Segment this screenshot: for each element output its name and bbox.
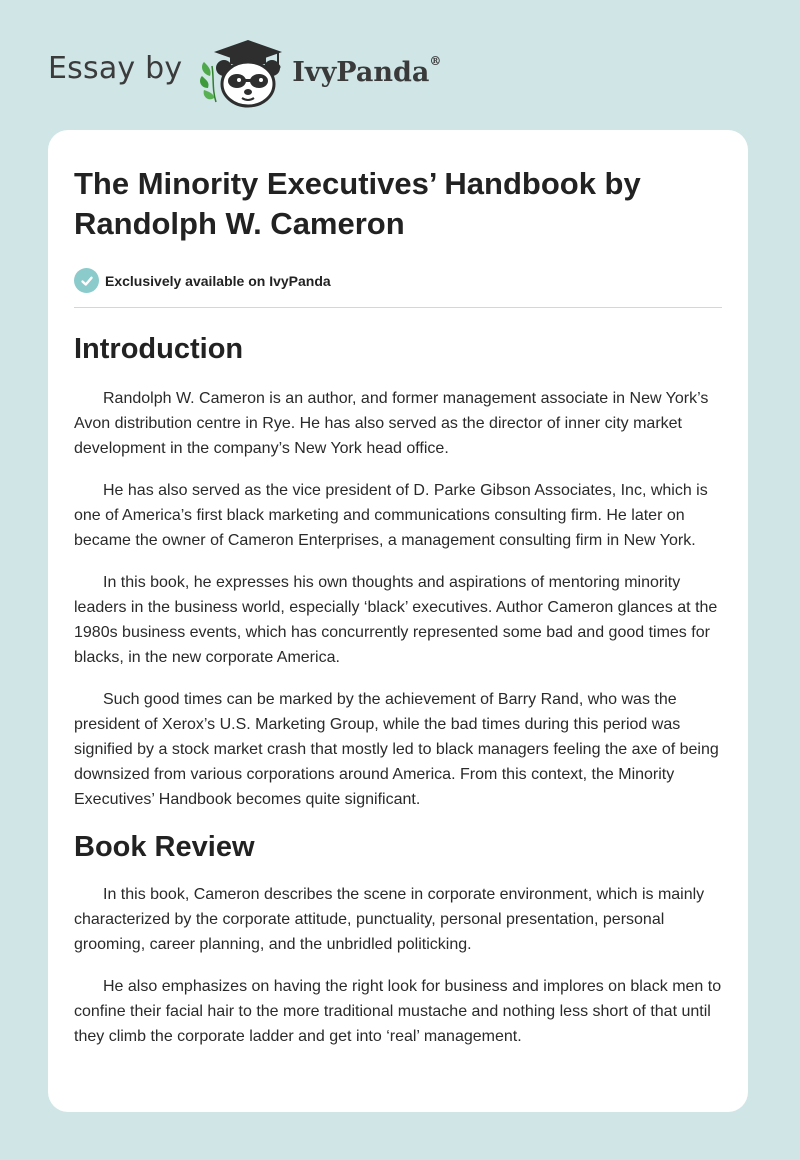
exclusive-badge-label: Exclusively available on IvyPanda: [105, 272, 331, 289]
exclusive-badge: [74, 268, 722, 293]
paragraph: Randolph W. Cameron is an author, and former management associate in New York’s Avon distribution centre in Rye. He has also served as the director of inner city market development in the company’s New York head office.: [74, 390, 709, 457]
paragraph: He has also served as the vice president of D. Parke Gibson Associates, Inc, which is one of America’s first black marketing and communications consulting firm. He later on became the owner of Cameron Enterprises, a management consulting firm in New York.: [74, 482, 708, 549]
trademark-symbol: ®: [429, 53, 442, 68]
paragraph: In this book, he expresses his own thoughts and aspirations of mentoring minority leaders in the business world, especially ‘black’ executives. Author Cameron glances at the 1980s business events, which has concurrently represented some bad and good times for blacks, in the new corporate America.: [74, 574, 718, 666]
section-heading-introduction: Introduction: [74, 333, 244, 365]
divider: [74, 307, 722, 308]
site-header: [48, 36, 441, 108]
ivypanda-logo-icon[interactable]: [196, 36, 288, 108]
check-icon: [74, 268, 99, 293]
essay-by-label: Essay by: [48, 50, 183, 86]
brand-name[interactable]: IvyPanda®: [292, 53, 442, 88]
section-heading-book-review: Book Review: [74, 831, 255, 863]
paragraph: In this book, Cameron describes the scene in corporate environment, which is mainly characterized by the corporate attitude, punctuality, personal presentation, personal grooming, career planning, and the unbridled politicking.: [74, 886, 705, 953]
paragraph: He also emphasizes on having the right look for business and implores on black men to confine their facial hair to the more traditional mustache and nothing less short of that until they climb the corporate ladder and get into ‘real’ management.: [74, 978, 722, 1045]
paragraph: Such good times can be marked by the achievement of Barry Rand, who was the president of Xerox’s U.S. Marketing Group, while the bad times during this period was signified by a stock market crash that mostly led to black managers feeling the axe of being downsized from various corporations around America. From this context, the Minority Executives’ Handbook becomes quite significant.: [74, 691, 719, 808]
article-card: [48, 130, 748, 1112]
article-title: The Minority Executives’ Handbook by Randolph W. Cameron: [74, 166, 641, 241]
